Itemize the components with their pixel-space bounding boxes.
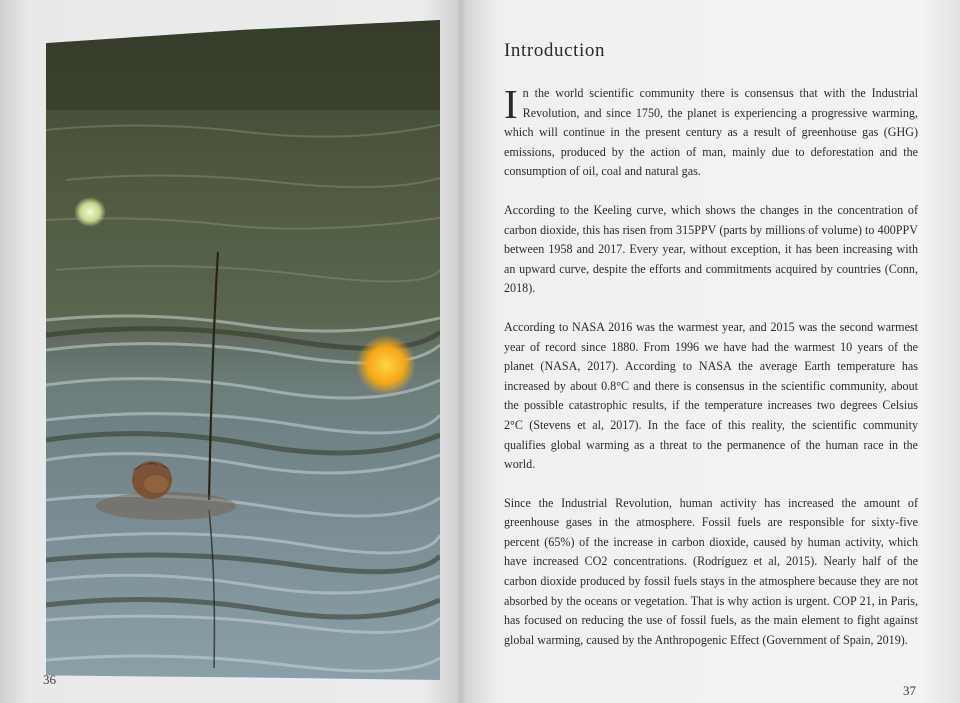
drop-cap: I xyxy=(504,81,518,127)
paragraph-1 xyxy=(504,81,918,182)
river-photo xyxy=(46,20,440,680)
page-number-right: 37 xyxy=(903,683,916,698)
swimming-child-photo-icon xyxy=(46,20,440,680)
section-heading: Introduction xyxy=(504,40,606,61)
body-text xyxy=(504,81,918,669)
paragraph-1-text: n the world scientific community there is consensus that with the Industrial Revolution, and since 1750, the planet is experiencing a progressive warming, which will continue in the present century as a result of greenhouse gas (GHG) emissions, produced by the action of man, mainly due to deforestation and the consumption of oil, coal and natural gas. xyxy=(504,86,918,179)
left-page xyxy=(0,0,462,703)
paragraph-3: According to NASA 2016 was the warmest year, and 2015 was the second warmest year of record since 1880. From 1996 we have had the warmest 10 years of the planet (NASA, 2017). According to NASA the average Earth temperature has increased by about 0.8°C and there is consensus in the scientific community, about the possible catastrophic results, if the temperature increases two degrees Celsius 2°C (Stevens et al, 2017). In the face of this reality, the scientific community qualifies global warming as a threat to the permanence of the human race in the world. xyxy=(504,319,918,472)
paragraph-2: According to the Keeling curve, which shows the changes in the concentration of carbon dioxide, this has risen from 315PPV (parts by millions of volume) to 400PPV between 1958 and 2017. Every year, without exception, it has been increasing with an upward curve, despite the efforts and commitments acquired by countries (Conn, 2018). xyxy=(504,202,918,296)
page-number-left: 36 xyxy=(43,672,56,687)
right-page xyxy=(462,0,960,703)
paragraph-4: Since the Industrial Revolution, human activity has increased the amount of greenhouse gases in the atmosphere. Fossil fuels are responsible for sixty-five percent (65%) of the increase in carbon dioxide, caused by human activity, which have increased CO2 concentrations. (Rodríguez et al, 2015). Nearly half of the carbon dioxide produced by fossil fuels stays in the atmosphere because they are not absorbed by the oceans or vegetation. That is why action is urgent. COP 21, in Paris, has focused on reducing the use of fossil fuels, as the main element to fight against global warming, caused by the Anthropogenic Effect (Government of Spain, 2019). xyxy=(504,495,918,647)
